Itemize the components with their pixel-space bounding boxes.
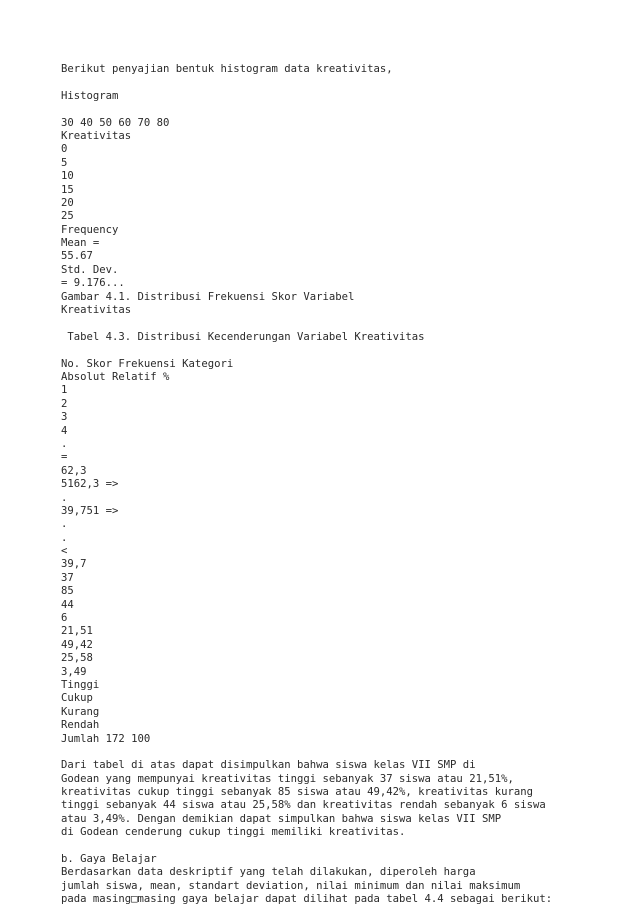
table-line: 85 xyxy=(61,585,74,598)
spacer xyxy=(61,840,621,853)
histogram-line: Mean = xyxy=(61,237,100,250)
paragraph-line: Berdasarkan data deskriptif yang telah dilakukan, diperoleh harga xyxy=(61,866,476,879)
paragraph-line: atau 3,49%. Dengan demikian dapat simpulkan bahwa siswa kelas VII SMP xyxy=(61,812,502,825)
table-line: 1 xyxy=(61,384,68,397)
histogram-line: 25 xyxy=(61,210,74,223)
spacer xyxy=(61,317,621,330)
spacer xyxy=(61,103,621,116)
histogram-line: Frequency xyxy=(61,223,119,236)
histogram-text-block xyxy=(61,117,621,318)
section-b-paragraph xyxy=(61,866,621,906)
histogram-line: 55.67 xyxy=(61,250,93,263)
histogram-line: Std. Dev. xyxy=(61,263,119,276)
table-line: 39,751 => xyxy=(61,504,119,517)
table-line: 5162,3 => xyxy=(61,478,119,491)
document-page xyxy=(61,63,621,907)
table-line: 3,49 xyxy=(61,665,87,678)
spacer xyxy=(61,344,621,357)
paragraph-line: jumlah siswa, mean, standart deviation, nilai minimum dan nilai maksimum xyxy=(61,879,521,892)
table-line: 39,7 xyxy=(61,558,87,571)
paragraph-line: Godean yang mempunyai kreativitas tinggi sebanyak 37 siswa atau 21,51%, xyxy=(61,772,514,785)
table-line: . xyxy=(61,531,68,544)
histogram-line: = 9.176... xyxy=(61,277,125,290)
paragraph-line: tinggi sebanyak 44 siswa atau 25,58% dan kreativitas rendah sebanyak 6 siswa xyxy=(61,799,546,812)
table-line: 44 xyxy=(61,598,74,611)
table-line: Absolut Relatif % xyxy=(61,370,170,383)
paragraph-line: Dari tabel di atas dapat disimpulkan bahwa siswa kelas VII SMP di xyxy=(61,759,476,772)
histogram-line: 15 xyxy=(61,183,74,196)
table-line: . xyxy=(61,518,68,531)
table-line: 6 xyxy=(61,612,68,625)
histogram-heading: Histogram xyxy=(61,89,119,102)
table-line: 3 xyxy=(61,411,68,424)
table-line: Rendah xyxy=(61,719,100,732)
table-line: . xyxy=(61,437,68,450)
spacer xyxy=(61,746,621,759)
spacer xyxy=(61,76,621,89)
table-line: < xyxy=(61,545,68,558)
histogram-line: Kreativitas xyxy=(61,304,132,317)
table-line: 62,3 xyxy=(61,464,87,477)
conclusion-paragraph xyxy=(61,759,621,839)
histogram-line: 0 xyxy=(61,143,68,156)
table-line: 4 xyxy=(61,424,68,437)
table-line: Tinggi xyxy=(61,678,100,691)
histogram-line: 30 40 50 60 70 80 xyxy=(61,116,170,129)
histogram-line: Kreativitas xyxy=(61,129,132,142)
histogram-line: 5 xyxy=(61,156,68,169)
table-line: Cukup xyxy=(61,692,93,705)
histogram-line: 20 xyxy=(61,196,74,209)
table-line: 21,51 xyxy=(61,625,93,638)
histogram-line: 10 xyxy=(61,170,74,183)
table-line: . xyxy=(61,491,68,504)
table-line: 49,42 xyxy=(61,638,93,651)
paragraph-line: pada masing□masing gaya belajar dapat dilihat pada tabel 4.4 sebagai berikut: xyxy=(61,893,553,906)
table-title: Tabel 4.3. Distribusi Kecenderungan Variabel Kreativitas xyxy=(61,330,425,343)
table-text-block xyxy=(61,358,621,746)
table-line: 2 xyxy=(61,397,68,410)
table-line: 37 xyxy=(61,571,74,584)
section-b-heading: b. Gaya Belajar xyxy=(61,853,157,866)
table-line: 25,58 xyxy=(61,652,93,665)
table-line: Jumlah 172 100 xyxy=(61,732,151,745)
table-line: = xyxy=(61,451,68,464)
intro-text: Berikut penyajian bentuk histogram data kreativitas, xyxy=(61,63,393,75)
table-line: Kurang xyxy=(61,705,100,718)
table-line: No. Skor Frekuensi Kategori xyxy=(61,357,234,370)
paragraph-line: di Godean cenderung cukup tinggi memiliki kreativitas. xyxy=(61,826,406,839)
paragraph-line: kreativitas cukup tinggi sebanyak 85 siswa atau 49,42%, kreativitas kurang xyxy=(61,786,533,799)
histogram-line: Gambar 4.1. Distribusi Frekuensi Skor Variabel xyxy=(61,290,355,303)
